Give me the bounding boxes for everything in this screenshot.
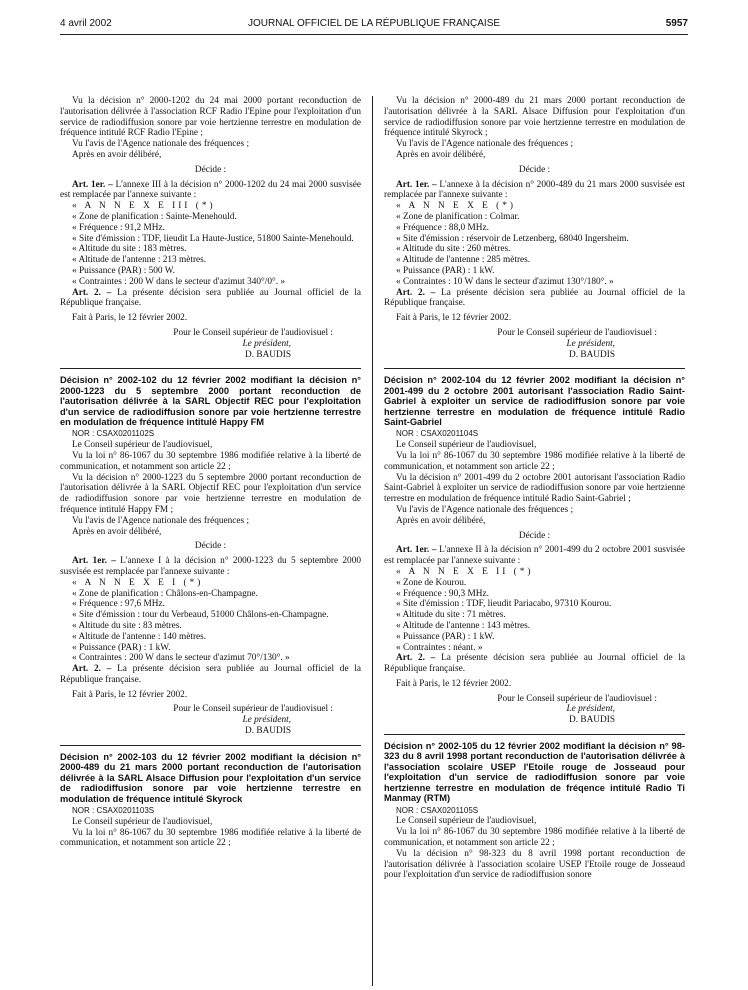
left-column — [60, 96, 361, 849]
paragraph: Vu l'avis de l'Agence nationale des fréquences ; — [72, 515, 250, 526]
annexe-line: « Puissance (PAR) : 1 kW. — [72, 642, 171, 653]
article-label: Art. 2. – — [72, 664, 112, 675]
article-label: Art. 2. – — [396, 287, 436, 298]
article-label: Art. 1er. – — [72, 556, 116, 567]
decision-title: Décision n° 2002-105 du 12 février 2002 modifiant la décision n° 98-323 du 8 avril 1998 portant reconduction de l'autorisation délivrée à l'association scolaire USEP l'Etoile rouge de Josseaud pour l'exploitation d'un service de radiodiffusion sonore par voie hertzienne terrestre en modulation de fréqence intitulé Radio Ti Manmay (RTM) — [384, 741, 685, 804]
paragraph: Vu la loi n° 86-1067 du 30 septembre 1986 modifiée relative à la liberté de communication, et notamment son article 22 ; — [60, 450, 361, 472]
annexe-line: « Site d'émission : réservoir de Letzenberg, 68040 Ingersheim. — [396, 233, 629, 244]
annexe-line: « Contraintes : néant. » — [396, 642, 483, 653]
signature-name: D. BAUDIS — [569, 715, 615, 726]
signature-date: Fait à Paris, le 12 février 2002. — [396, 313, 512, 324]
article-2 — [384, 288, 685, 310]
signature-title: Le président, — [242, 715, 291, 726]
paragraph: Vu la loi n° 86-1067 du 30 septembre 1986 modifiée relative à la liberté de communication, et notamment son article 22 ; — [384, 827, 685, 848]
annexe-line: « Fréquence : 97,6 MHz. — [72, 599, 165, 610]
signature-title: Le président, — [242, 338, 291, 349]
paragraph: Vu la décision n° 2000-1202 du 24 mai 2000 portant reconduction de l'autorisation délivrée à l'association RCF Radio l'Epine pour l'exploitation d'un service de radiodiffusion sonore par voie hertzienne terrestre en modulation de fréquence intitulé RCF Radio l'Epine ; — [60, 96, 361, 139]
annexe-line: « Puissance (PAR) : 1 kW. — [396, 265, 495, 276]
annexe-line: « Contraintes : 10 W dans le secteur d'azimut 130°/180°. » — [396, 276, 614, 287]
decision-title: Décision n° 2002-104 du 12 février 2002 modifiant la décision n° 2001-499 du 2 octobre 2001 autorisant l'association Radio Saint-Gabriel à exploiter un service de radiodiffusion sonore par voie hertzienne terrestre en modulation de fréquence intitulé Radio Saint-Gabriel — [384, 375, 685, 427]
nor-reference: NOR : CSAX0201104S — [396, 429, 479, 439]
decide-heading: Décide : — [194, 541, 227, 552]
annexe-line: « Altitude du site : 71 mètres. — [396, 610, 506, 621]
article-text: La présente décision sera publiée au Journal officiel de la République française. — [384, 653, 686, 675]
paragraph: Vu la loi n° 86-1067 du 30 septembre 1986 modifiée relative à la liberté de communication, et notamment son article 22 ; — [60, 827, 361, 849]
article-label: Art. 2. – — [72, 287, 112, 298]
annexe-line: « Contraintes : 200 W dans le secteur d'azimut 70°/130°. » — [72, 653, 290, 664]
signature-name: D. BAUDIS — [245, 349, 291, 360]
signature-title: Le président, — [566, 338, 615, 349]
paragraph: Vu l'avis de l'Agence nationale des fréquences ; — [72, 139, 250, 150]
paragraph: Vu la décision n° 2001-499 du 2 octobre 2001 autorisant l'association Radio Saint-Gabriel à exploiter un service de radiodiffusion sonore par voie hertzienne terrestre en modulation de fréquence intitulé Radio Saint-Gabriel ; — [384, 472, 685, 505]
signature-title: Le président, — [566, 704, 615, 715]
decide-heading: Décide : — [518, 530, 551, 541]
section-divider — [60, 368, 361, 369]
paragraph: Le Conseil supérieur de l'audiovisuel, — [72, 440, 213, 451]
article-text: La présente décision sera publiée au Journal officiel de la République française. — [60, 664, 362, 685]
decide-heading: Décide : — [518, 164, 551, 175]
signature-for: Pour le Conseil supérieur de l'audiovisuel : — [173, 327, 333, 338]
decision-title: Décision n° 2002-102 du 12 février 2002 modifiant la décision n° 2000-1223 du 5 septembre 2000 portant reconduction de l'autorisation délivrée à la SARL Objectif REC pour l'exploitation d'un service de radiodiffusion sonore par voie hertzienne terrestre en modulation de fréquence intitulé Happy FM — [60, 375, 361, 427]
section-divider — [384, 734, 685, 735]
header-date: 4 avril 2002 — [60, 18, 112, 29]
article-text: L'annexe à la décision n° 2000-489 du 21 mars 2000 susvisée est remplacée par l'annexe suivante : — [384, 179, 686, 201]
column-divider — [372, 96, 373, 986]
paragraph: Après en avoir délibéré, — [72, 149, 162, 160]
annexe-line: « Altitude de l'antenne : 143 mètres. — [396, 620, 531, 631]
annexe-line: « Zone de planification : Châlons-en-Champagne. — [72, 588, 258, 599]
article-label: Art. 2. – — [396, 653, 436, 664]
article-1 — [384, 545, 685, 567]
article-1 — [384, 180, 685, 202]
annexe-line: « Altitude du site : 183 mètres. — [72, 244, 187, 255]
annexe-line: « Zone de Kourou. — [396, 577, 467, 588]
paragraph: Vu la décision n° 2000-1223 du 5 septembre 2000 portant reconduction de l'autorisation délivrée à la SARL Objectif REC pour l'exploitation d'un service de radiodiffusion sonore par voie hertzienne terrestre en modulation de fréquence intitulé Happy FM ; — [60, 472, 361, 515]
signature-date: Fait à Paris, le 12 février 2002. — [72, 689, 188, 700]
annexe-line: « Altitude de l'antenne : 213 mètres. — [72, 255, 207, 266]
annexe-line: « Altitude du site : 260 mètres. — [396, 244, 511, 255]
annexe-line: « Site d'émission : tour du Verbeaud, 51000 Châlons-en-Champagne. — [72, 610, 329, 621]
paragraph: Le Conseil supérieur de l'audiovisuel, — [396, 816, 537, 827]
paragraph: Après en avoir délibéré, — [72, 526, 162, 537]
section-divider — [60, 745, 361, 746]
article-1 — [60, 180, 361, 202]
annexe-heading: « A N N E X E III (*) — [72, 201, 216, 212]
annexe-line: « Fréquence : 88,0 MHz. — [396, 222, 489, 233]
annexe-line: « Site d'émission : TDF, lieudit Pariacabo, 97310 Kourou. — [396, 599, 612, 610]
paragraph: Vu la décision n° 2000-489 du 21 mars 2000 portant reconduction de l'autorisation délivrée à la SARL Alsace Diffusion pour l'exploitation d'un service de radiodiffusion sonore par voie hertzienne terrestre en modulation de fréquence intitulé Skyrock ; — [384, 96, 685, 139]
annexe-line: « Puissance (PAR) : 500 W. — [72, 265, 175, 276]
annexe-line: « Fréquence : 91,2 MHz. — [72, 222, 165, 233]
paragraph: Le Conseil supérieur de l'audiovisuel, — [396, 440, 537, 451]
signature-for: Pour le Conseil supérieur de l'audiovisuel : — [173, 704, 333, 715]
article-1 — [60, 556, 361, 578]
annexe-line: « Altitude du site : 83 mètres. — [72, 620, 182, 631]
signature-name: D. BAUDIS — [569, 349, 615, 360]
article-text: L'annexe II à la décision n° 2001-499 du 2 octobre 2001 susvisée est remplacée par l'annexe suivante : — [384, 545, 685, 567]
annexe-line: « Altitude de l'antenne : 140 mètres. — [72, 631, 207, 642]
header-title: JOURNAL OFFICIEL DE LA RÉPUBLIQUE FRANÇAISE — [247, 18, 501, 29]
annexe-line: « Contraintes : 200 W dans le secteur d'azimut 340°/0°. » — [72, 276, 286, 287]
section-divider — [384, 368, 685, 369]
article-label: Art. 1er. – — [396, 545, 437, 556]
paragraph: Vu l'avis de l'Agence nationale des fréquences ; — [396, 504, 574, 515]
article-text: L'annexe III à la décision n° 2000-1202 du 24 mai 2000 susvisée est remplacée par l'annexe suivante : — [60, 179, 361, 201]
nor-reference: NOR : CSAX0201105S — [396, 805, 479, 815]
annexe-heading: « A N N E X E (*) — [396, 201, 516, 212]
page-header — [60, 18, 688, 32]
annexe-heading: « A N N E X E I (*) — [72, 577, 204, 588]
article-text: La présente décision sera publiée au Journal officiel de la République française. — [384, 287, 686, 309]
decide-heading: Décide : — [194, 164, 227, 175]
paragraph: Vu l'avis de l'Agence nationale des fréquences ; — [396, 139, 574, 150]
article-text: La présente décision sera publiée au Journal officiel de la République française. — [60, 287, 362, 309]
paragraph: Après en avoir délibéré, — [396, 149, 486, 160]
paragraph: Le Conseil supérieur de l'audiovisuel, — [72, 816, 213, 827]
article-label: Art. 1er. – — [72, 179, 113, 190]
annexe-line: « Fréquence : 90,3 MHz. — [396, 588, 489, 599]
paragraph: Après en avoir délibéré, — [396, 515, 486, 526]
signature-for: Pour le Conseil supérieur de l'audiovisuel : — [497, 327, 657, 338]
article-text: L'annexe I à la décision n° 2000-1223 du 5 septembre 2000 susvisée est remplacée par l'annexe suivante : — [60, 556, 361, 577]
signature-name: D. BAUDIS — [245, 726, 291, 737]
annexe-line: « Zone de planification : Sainte-Menehould. — [72, 211, 237, 222]
header-rule — [60, 34, 688, 35]
signature-date: Fait à Paris, le 12 février 2002. — [396, 678, 512, 689]
annexe-line: « Altitude de l'antenne : 285 mètres. — [396, 255, 531, 266]
article-label: Art. 1er. – — [396, 179, 437, 190]
right-column — [384, 96, 685, 881]
article-2 — [384, 653, 685, 675]
nor-reference: NOR : CSAX0201102S — [72, 429, 155, 439]
annexe-line: « Site d'émission : TDF, lieudit La Haute-Justice, 51800 Sainte-Menehould. — [72, 233, 354, 244]
paragraph: Vu la loi n° 86-1067 du 30 septembre 1986 modifiée relative à la liberté de communication, et notamment son article 22 ; — [384, 450, 685, 472]
paragraph: Vu la décision n° 98-323 du 8 avril 1998 portant reconduction de l'autorisation délivrée à l'association scolaire USEP l'Etoile rouge de Josseaud pour l'exploitation d'un service de radiodiffusion sonore — [384, 848, 685, 881]
annexe-line: « Zone de planification : Colmar. — [396, 211, 520, 222]
annexe-line: « Puissance (PAR) : 1 kW. — [396, 631, 495, 642]
page-number: 5957 — [665, 18, 688, 29]
nor-reference: NOR : CSAX0201103S — [72, 805, 155, 815]
decision-title: Décision n° 2002-103 du 12 février 2002 modifiant la décision n° 2000-489 du 21 mars 2000 portant reconduction de l'autorisation délivrée à la SARL Alsace Diffusion pour l'exploitation d'un service de radiodiffusion sonore par voie hertzienne terrestre en modulation de fréquence intitulé Skyrock — [60, 751, 361, 804]
annexe-heading: « A N N E X E II (*) — [396, 566, 534, 577]
article-2 — [60, 288, 361, 310]
signature-for: Pour le Conseil supérieur de l'audiovisuel : — [497, 693, 657, 704]
article-2 — [60, 664, 361, 686]
signature-date: Fait à Paris, le 12 février 2002. — [72, 313, 188, 324]
